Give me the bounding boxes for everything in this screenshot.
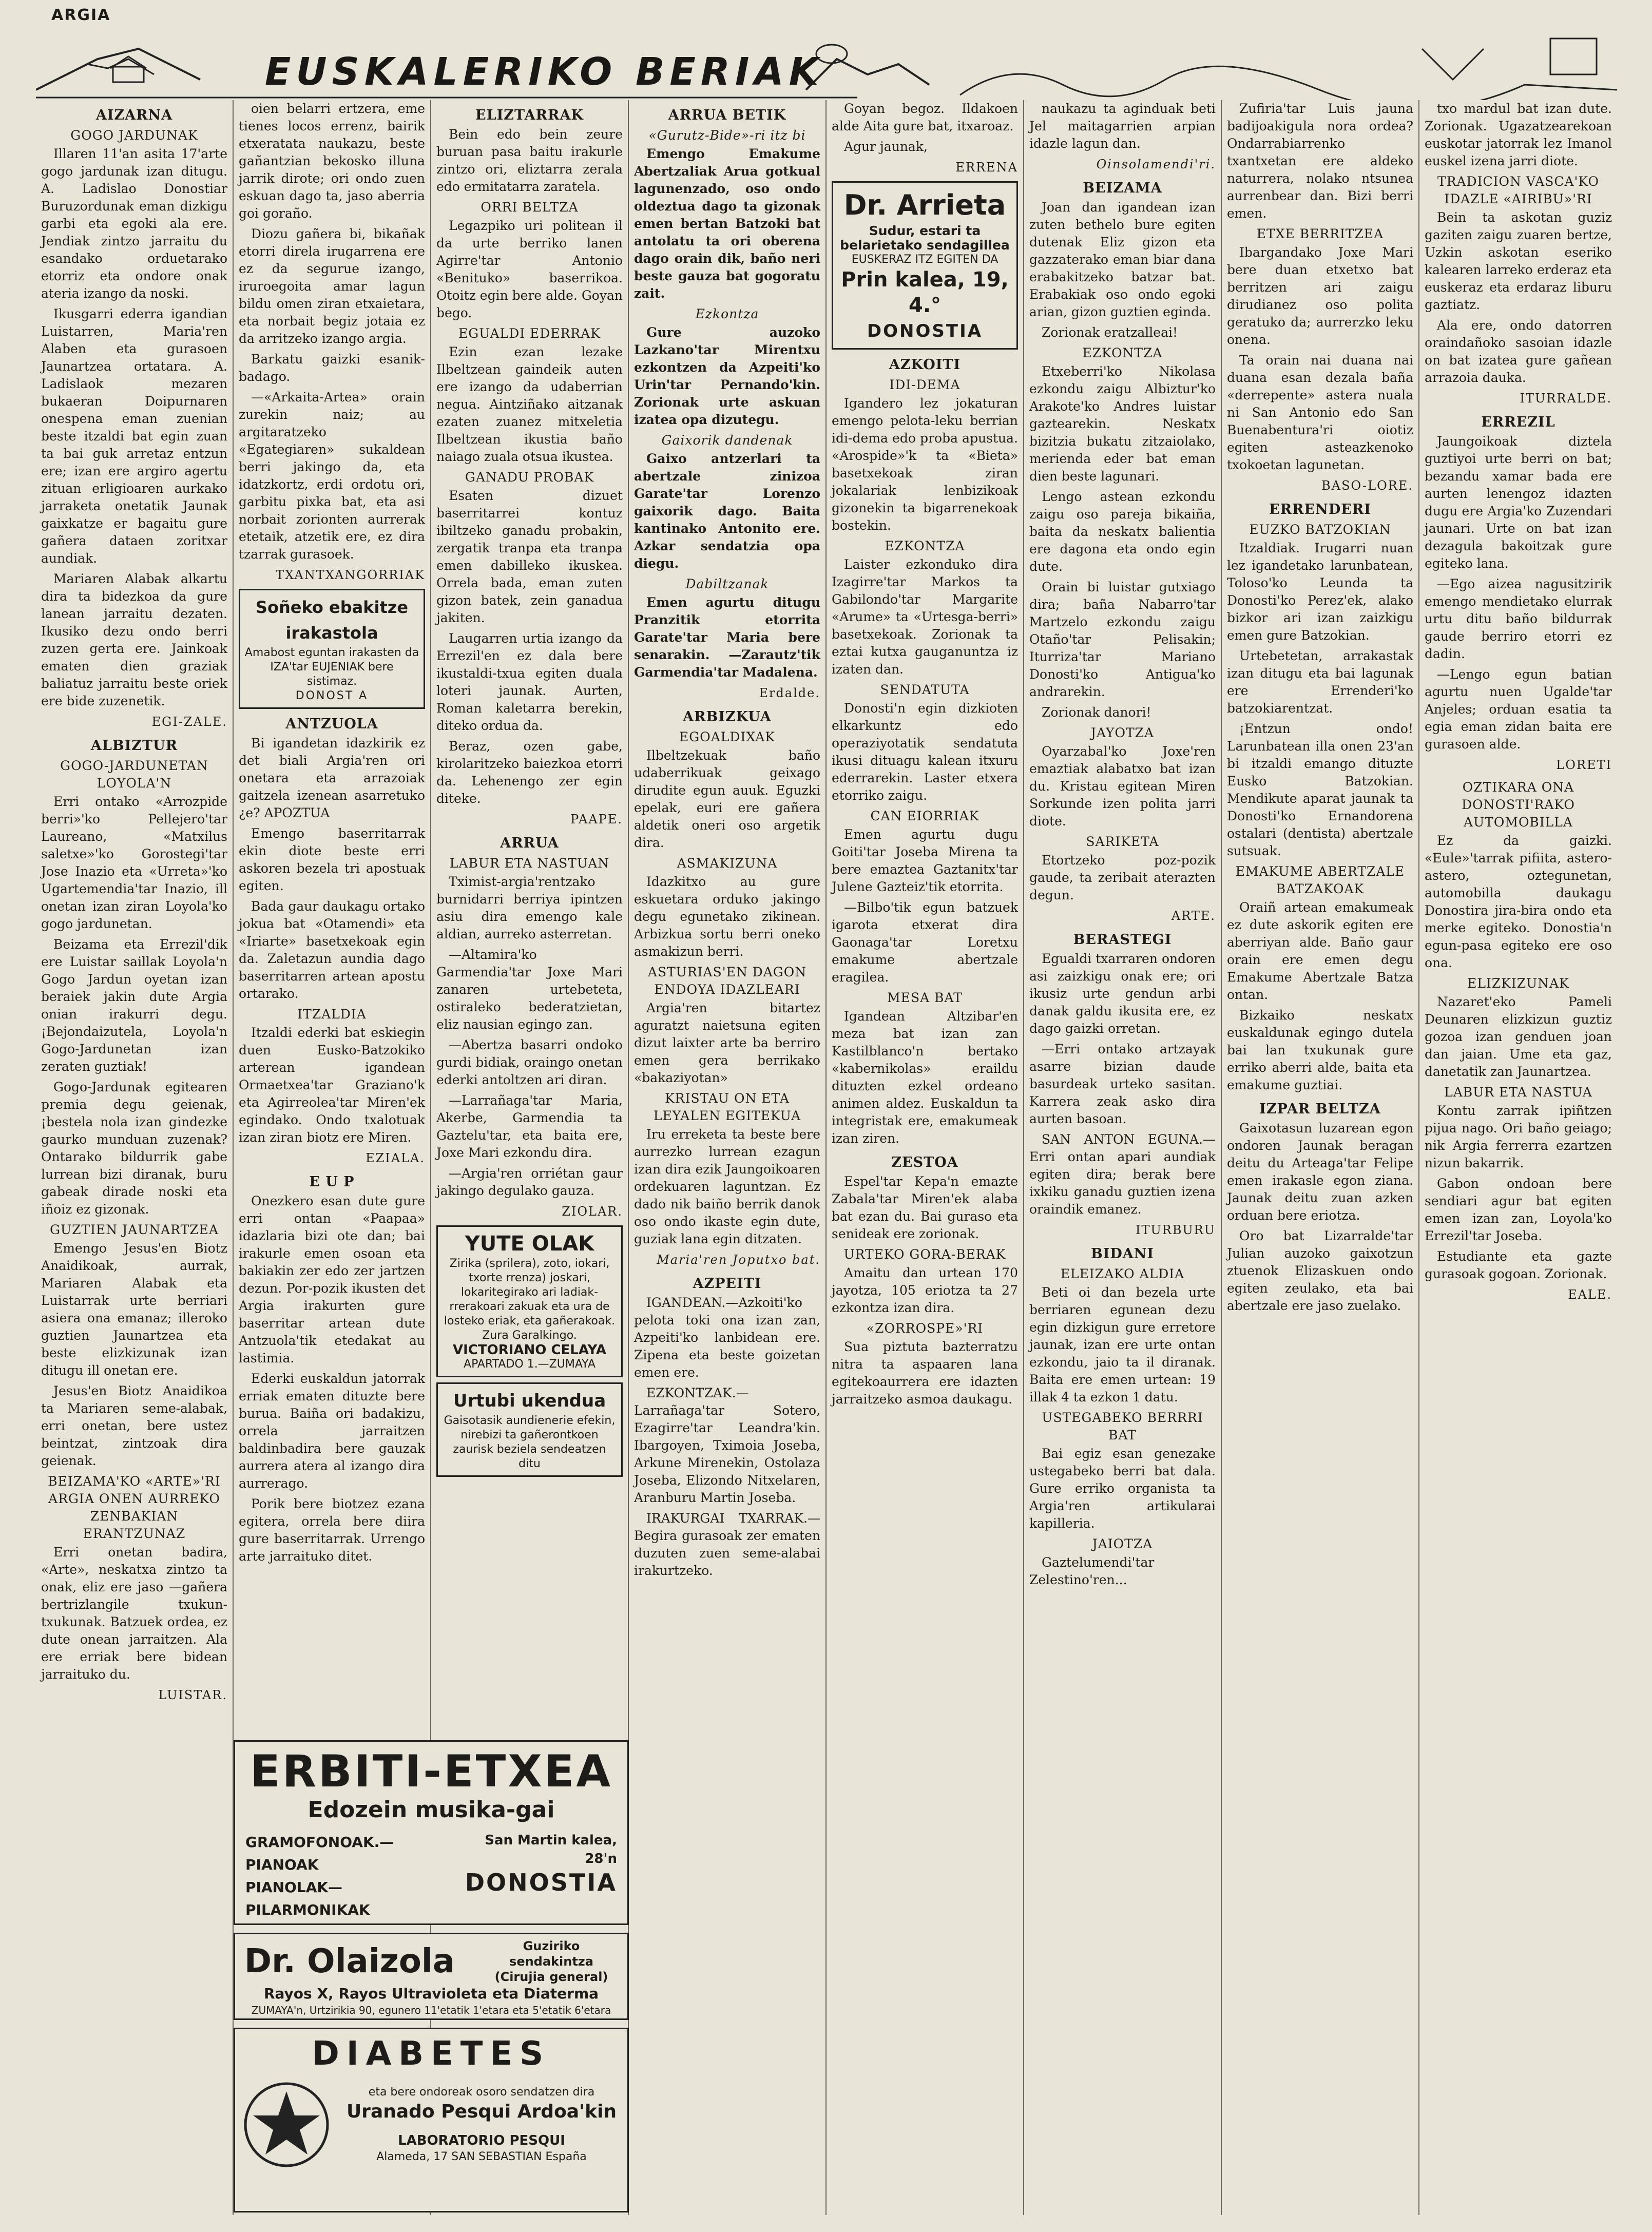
article-heading: GOGO JARDUNAK	[70, 128, 198, 143]
signature: ZIOLAR.	[562, 1204, 623, 1219]
ad-products	[245, 1831, 456, 1921]
ad-body: Zirika (sprilera), zoto, iokari, txorte rrenza) joskari, lokaritegirako ari ladiak-rrerakoari zakuak eta ura de losteko eriak, eta gañerakoak. Zura Garalkingo.	[444, 1257, 616, 1342]
paragraph: Ilbeltzekuak baño udaberrikuak geixago dirudite egun auuk. Eguzki epelak, euri ere gañera aldetik oneri oso argetik dira.	[634, 748, 820, 850]
signature: Erdalde.	[759, 686, 820, 700]
signature: LUISTAR.	[158, 1688, 227, 1702]
paragraph: naukazu ta aginduak beti Jel maitagarrien arpian idazle lagun dan.	[1029, 101, 1216, 151]
paragraph: txo mardul bat izan dute. Zorionak. Ugazatzearekoan euskotar jatorrak lez Imanol euskel izena jarri diote.	[1425, 101, 1612, 168]
article-heading: ASMAKIZUNA	[677, 856, 778, 871]
ad-language: EUSKERAZ ITZ EGITEN DA	[851, 253, 998, 266]
article-heading: GUZTIEN JAUNARTZEA	[50, 1222, 219, 1237]
column-5	[827, 100, 1024, 2215]
paragraph: Erri ontako «Arrozpide berri»'ko Pellejero'tar Laureano, «Matxilus saletxe»'ko Gorostegi'tar Jose Inazio eta «Urreta»'ko Ugartemendia'tar Inazio, ill onetan izan ziran Loyola'ko gogo jardunetan.	[41, 794, 227, 931]
ad-city: DONOSTIA	[465, 1869, 617, 1896]
article-heading: ASTURIAS'EN DAGON ENDOYA IDAZLEARI	[647, 965, 807, 997]
paragraph: Egualdi txarraren ondoren asi zaizkigu onak ere; ori ikusiz urte gendun arbi danak galdu ikusita ere, ez dago gaizki orretan.	[1029, 951, 1216, 1036]
paragraph: Goyan begoz. Ildakoen alde Aita gure bat, itxaroaz.	[832, 101, 1018, 133]
ad-title: Soñeko ebakitze irakastola	[255, 598, 409, 643]
article-heading: JAYOTZA	[1090, 725, 1155, 740]
town-heading: ERRENDERI	[1269, 502, 1371, 517]
paragraph: Itzaldiak. Irugarri nuan lez igandetako larunbatean, Toloso'ko Leunda ta Donosti'ko Perez'ek, alako bizkor ari izan zaizkigu emen gure Batzokian.	[1227, 541, 1413, 643]
town-heading: ALBIZTUR	[90, 738, 178, 754]
dr-arrieta-ad	[832, 181, 1018, 350]
article-heading: SENDATUTA	[880, 682, 970, 697]
article-heading: ELEIZAKO ALDIA	[1060, 1266, 1185, 1281]
signature: ERRENA	[955, 160, 1018, 175]
paragraph: SAN ANTON EGUNA.—Erri ontan apari aundiak egiten dira; berak bere ixkiku ganadu guztien izena oraindik emanez.	[1029, 1132, 1216, 1217]
article-heading: ITZALDIA	[297, 1007, 367, 1022]
paragraph: Sua piztuta bazterratzu nitra ta aspaaren lana egitekoaurrera ere idazten jarraitzeko asmoa daukagu.	[832, 1339, 1018, 1407]
article-heading: ETXE BERRITZEA	[1256, 226, 1384, 241]
column-8	[1419, 100, 1617, 2215]
article-heading: USTEGABEKO BERRRI BAT	[1042, 1410, 1203, 1442]
paragraph: Jaungoikoak diztela guztiyoi urte berri on bat; bezandu xamar bada ere aurten lenengoz idazten dugu ere Argia'ko Zuzendari jaunari. Urte on bat izan dezagula bakoitzak gure egiteko lana.	[1425, 434, 1612, 571]
paragraph: Erri onetan badira, «Arte», neskatxa zintzo ta onak, eliz ere jaso —gañera bertrizlangile txukun-txukunak. Batzuek ordea, ez dute onean jarraitzen. Ala ere erriak bere bidean jarraituko du.	[41, 1545, 227, 1682]
paragraph: Iru erreketa ta beste bere aurrezko lurrean ezagun izan dira ezik Jaungoikoaren ordekuaren laguntzan. Ez dado nik baiño berrik danok oso ondo ikaste egin dute, guziak lana egin ditzaten.	[634, 1127, 820, 1246]
paragraph: Estudiante eta gazte gurasoak gogoan. Zorionak.	[1425, 1249, 1612, 1281]
signature: Oinsolamendi'ri.	[1096, 157, 1216, 171]
paragraph: —«Arkaita-Artea» orain zurekin naiz; au argitaratzeko «Egategiaren» sukaldean berri jakingo da, eta idatzkortz, erdi ordotu ori, garbitu pixka bat, eta asi norbait zorionten aurrerak etetaik, atzetik ere, ez dira tzarrak gurasoek.	[239, 390, 425, 562]
paragraph: Gaztelumendi'tar Zelestino'ren...	[1029, 1555, 1155, 1587]
paragraph: Porik bere biotzez ezana egitera, orrela bere diira gure baserritarrak. Urrengo arte jarraituko ditet.	[239, 1496, 425, 1564]
article-heading: EMAKUME ABERTZALE BATZAKOAK	[1235, 864, 1405, 896]
paragraph: —Altamira'ko Garmendia'tar Joxe Mari zanaren urtebeteta, ostiraleko bederatzietan, eliz nausian egingo zan.	[436, 947, 623, 1032]
paragraph: Etxeberri'ko Nikolasa ezkondu zaigu Albiztur'ko Arakote'ko Andres luistar gaztearekin. Neskatx bizitzia bukatu zitzaiolako, merienda eder bat eman dien beste lagunari.	[1029, 364, 1216, 484]
paragraph: Gaixo antzerlari ta abertzale zinizoa Garate'tar Lorenzo gaixorik dago. Baita kantinako Antonito ere. Azkar sendatzia opa diegu.	[634, 451, 820, 571]
sewing-school-ad	[239, 589, 425, 709]
town-heading: BIDANI	[1090, 1246, 1155, 1262]
paragraph: Ederki euskaldun jatorrak erriak ematen dituzte bere burua. Baiña ori badakizu, orrela jarraitzen baldinbadira bere gauzak aurrera atera al izango dira aurrerago.	[239, 1371, 425, 1491]
town-heading: BERASTEGI	[1073, 932, 1172, 948]
paragraph: Ala ere, ondo datorren oraindañoko sasoian idazle on bat izatea gure gañean arrazoia dauka.	[1425, 318, 1612, 385]
article-heading: ELIZKIZUNAK	[1467, 976, 1569, 991]
ad-body: Amabost eguntan irakasten da IZA'tar EUJENIAK bere sistimaz.	[244, 646, 419, 688]
paragraph: Orain bi luistar gutxiago dira; baña Nabarro'tar Martzelo ezkondu zaigu Otaño'tar Pelisakin; Iturriza'tar Mariano Donosti'ko Antigua'ko andrarekin.	[1029, 580, 1216, 699]
paragraph: Donosti'n egin dizkioten elkarkuntz edo operaziyotatik sendatuta ikusi dituagu kalean itxuru ederrarekin. Laster etxera etorriko zaigu.	[832, 701, 1018, 803]
signature: EZIALA.	[366, 1151, 425, 1165]
ad-body: Gaisotasik aundienerie efekin, nirebizi ta gañerontkoen zaurisk beziela sendeatzen ditu	[444, 1414, 616, 1470]
ad-title: ERBITI-ETXEA	[250, 1746, 612, 1797]
article-heading: SARIKETA	[1086, 834, 1159, 849]
paragraph: Ez da gaizki. «Eule»'tarrak pifiita, astero-astero, oztegunetan, automobilla daukagu Donostira jira-bira ondo eta merke egiteko. Donostia'n egun-pasa egiteko ere oso ona.	[1425, 833, 1612, 970]
paragraph: Espel'tar Kepa'n emazte Zabala'tar Miren'ek alaba bat ezan du. Bai guraso eta senideak ere zorionak.	[832, 1174, 1018, 1241]
town-heading: ERREZIL	[1481, 414, 1555, 430]
paragraph: Amaitu dan urtean 170 jayotza, 105 eriotza ta 27 ezkontza izan dira.	[832, 1265, 1018, 1315]
town-heading: AZKOITI	[889, 357, 961, 373]
paragraph: —Larrañaga'tar Maria, Akerbe, Garmendia ta Gaztelu'tar, eta baita ere, Joxe Mari ezkondu dira.	[436, 1093, 623, 1160]
paragraph: IGANDEAN.—Azkoiti'ko pelota toki ona izan zan, Azpeiti'ko lanbidean ere. Zipena eta beste goizetan emen ere.	[634, 1295, 820, 1380]
ad-row	[239, 1938, 623, 1985]
paragraph: Lengo astean ezkondu zaigu oso pareja bikaiña, baita da neskatx balientia ere dagona eta ondo egin dute.	[1029, 489, 1216, 574]
ad-line: LABORATORIO PESQUI	[398, 2133, 565, 2148]
town-heading: ZESTOA	[891, 1155, 958, 1170]
paragraph: Onezkero esan dute gure erri ontan «Paapaa» idazlaria bizi ote dan; bai irakurle emen osoan eta bakiakin zer edo zer jartzen dezun. Por-pozik ikusten det Argia irakurten gure baserritar artean dute Antzuola'tik etedakat au lastimia.	[239, 1194, 425, 1365]
signature: LORETI	[1556, 758, 1612, 772]
paragraph: Emengo Emakume Abertzaliak Arua gotkual lagunenzado, oso ondo oldeztua dago ta gizonak emen bertan Batzoki bat antolatu ta ori oberena dago orain dik, baño neri beste gauza bat gogoratu zait.	[634, 146, 820, 301]
article-heading: EUZKO BATZOKIAN	[1249, 522, 1391, 537]
paragraph: Esaten dizuet baserritarrei kontuz ibiltzeko ganadu probakin, zergatik tranpa eta tranpa emen dabilleko ikuskea. Orrela bada, eman zuten gizon batek, zein ganadua jakiten.	[436, 488, 623, 625]
article-heading: Gaixorik dandenak	[661, 433, 793, 448]
paragraph: Zorionak eratzalleai!	[1042, 325, 1178, 340]
ad-location	[456, 1831, 617, 1921]
town-heading: BEIZAMA	[1083, 180, 1162, 196]
ad-text	[333, 2085, 622, 2165]
masthead	[36, 28, 1617, 100]
article-heading: IDI-DEMA	[889, 377, 961, 392]
paragraph: Nazaret'eko Pameli Deunaren elizkizun guztiz gozoa izan genduen joan dan jaian. Ume eta gaz, danetatik zan Jaunartzea.	[1425, 994, 1612, 1079]
signature: PAAPE.	[570, 812, 623, 826]
paragraph: Ezin ezan lezake Ilbeltzean gaindeik auten ere izango da udaberrian negua. Aintziñako aitzanak ezaten zuanez mitxeletia Ilbeltzean ikustia baño naiago zuala otsua ikustea.	[436, 344, 623, 464]
ad-line: Uranado Pesqui Ardoa'kin	[346, 2101, 617, 2122]
ad-subtitle: Sudur, estari ta belarietako sendagillea	[840, 223, 1010, 253]
ad-line: eta bere ondoreak osoro sendatzen dira	[368, 2086, 595, 2099]
article-heading: KRISTAU ON ETA LEYALEN EGITEKUA	[653, 1091, 801, 1123]
signature: EALE.	[1568, 1287, 1612, 1302]
erbiti-etxea-ad	[234, 1740, 629, 1925]
paragraph: Emen agurtu dugu Goiti'tar Joseba Mirena ta bere emaztea Gaztanitx'tar Julene Gazteiz'tik etorrita.	[832, 827, 1018, 894]
article-heading: MESA BAT	[887, 990, 963, 1005]
paragraph: Bein ta askotan guziz gaziten zaigu zuaren bertze, Uzkin askotan eseriko kalearen larreko erderaz eta euskeraz eta erdaraz liburu gaztiatz.	[1425, 210, 1612, 312]
paragraph: Itzaldi ederki bat eskiegin duen Eusko-Batzokiko arterean igandean Ormaetxea'tar Graziano'k eta Agirreolea'tar Miren'ek egindako. Ondo txalotuak izan ziran biotz ere Miren.	[239, 1025, 425, 1145]
yute-olak-ad	[436, 1225, 623, 1377]
paragraph: —Ego aizea nagusitzirik emengo mendietako elurrak urtu ditu baño bildurrak gaude berriro etorri ez dadin.	[1425, 576, 1612, 661]
paragraph: Illaren 11'an asita 17'arte gogo jardunak izan ditugu. A. Ladislao Donostiar Buruzordunak eman dizkigu garbi eta egoki ala ere. Jendiak zintzo jarraitu du esandako orduetarako etorriz eta ondore onak ateria izango da noski.	[41, 146, 227, 301]
article-heading: JAIOTZA	[1092, 1536, 1153, 1551]
town-heading: IZPAR BELTZA	[1259, 1101, 1381, 1117]
paragraph: Beizama eta Errezil'dik ere Luistar saillak Loyola'n Gogo Jardun oyetan izan beraiek jakin dute Argia onian irakurri degu. ¡Bejondaizutela, Loyola'n Gogo-Jardunetan izan zeraten guztiak!	[41, 937, 227, 1074]
ad-address: ZUMAYA'n, Urtzirikia 90, egunero 11'etatik 1'etara eta 5'etatik 6'etara	[251, 2004, 611, 2016]
ad-title: Urtubi ukendua	[453, 1391, 606, 1411]
article-heading: LABUR ETA NASTUAN	[449, 856, 610, 871]
ad-company: VICTORIANO CELAYA	[453, 1342, 606, 1358]
paragraph: —Abertza basarri ondoko gurdi bidiak, oraingo onetan ederki antoltzen ari diran.	[436, 1037, 623, 1087]
signature: TXANTXANGORRIAK	[276, 568, 425, 582]
paragraph: Idazkitxo au gure eskuetara orduko jakingo degu egunetako zikinean. Arbizkua sortu berri oneko asmakizun berri.	[634, 874, 820, 959]
column-7	[1222, 100, 1419, 2215]
urtubi-ad	[436, 1382, 623, 1477]
ad-address: APARTADO 1.—ZUMAYA	[464, 1358, 596, 1371]
signature: ITURBURU	[1136, 1223, 1216, 1237]
paragraph: Diozu gañera bi, bikañak etorri direla irugarrena ere ez da segurue izango, iruroegoita amar lagun bildu omen ziran etxaietara, eta norbait begiz jotaia ez da arritzeko izango argia.	[239, 226, 425, 346]
article-heading: GANADU PROBAK	[465, 470, 594, 485]
article-heading: URTEKO GORA-BERAK	[843, 1247, 1006, 1262]
article-heading: ORRI BELTZA	[481, 200, 579, 215]
town-heading: ARBIZKUA	[683, 709, 772, 725]
paragraph: Joan dan igandean izan zuten bethelo bure egiten dutenak Eliz gizon eta gazzaterako eman biar dana erabakitzeko batzar bat. Erabakiak oso ondo egoki arian, gizon guztien eginda.	[1029, 200, 1216, 319]
star-logo-icon	[240, 2079, 333, 2171]
ad-subtitle: Guziriko sendakintza (Cirujia general)	[494, 1939, 608, 1984]
signature: ARTE.	[1171, 909, 1216, 923]
article-heading: TRADICION VASCA'KO IDAZLE «AIRIBU»'RI	[1437, 174, 1599, 206]
town-heading: ELIZTARRAK	[475, 107, 584, 123]
paragraph: Bi igandetan idazkirik ez det biali Argia'ren ori onetara eta arrazoiak gaitzela izenean asarretuko ¿e? APOZTUA	[239, 736, 425, 820]
section-title: EUSKALERIKO BERIAK	[264, 50, 824, 94]
ad-row	[240, 2079, 622, 2171]
paragraph: Igandean Altzibar'en meza bat izan zan Kastilblanco'n bertako «kabernikolas» eraildu dituzten ezkel ordeano animen aldez. Euskaldun ta integristak ere, emakumeak izan ziren.	[832, 1009, 1018, 1146]
paragraph: Bein edo bein zeure buruan pasa baitu irakurle zintzo ori, eliztarra zerala edo ermitatarra zaratela.	[436, 127, 623, 194]
ad-address: Alameda, 17 SAN SEBASTIAN España	[376, 2150, 587, 2163]
town-heading: ANTZUOLA	[285, 716, 378, 732]
signature: ITURRALDE.	[1520, 391, 1612, 406]
paragraph: Zorionak danori!	[1042, 705, 1151, 720]
ad-address: San Martin kalea, 28'n	[485, 1833, 617, 1867]
paragraph: Gogo-Jardunak egitearen premia degu geienak, ¡bestela nola izan gindezke gaurko munduan zuzenak? Ontarako bildurrik gabe lurrean bizi diranak, buru gabeak dirade noski eta iñoiz ez gizonak.	[41, 1080, 227, 1217]
paragraph: ¡Entzun ondo! Larunbatean illa onen 23'an bi itzaldi emango dituzte Eusko Batzokian. Mendikute aparat jaunak ta Donosti'ko Ernandorena ostalari (dentista) abertzale sutsuak.	[1227, 721, 1413, 858]
column-6	[1024, 100, 1222, 2215]
paragraph: —Erri ontako artzayak asarre bizian daude basurdeak urteko sasitan. Karrera zeak asko dira aurten basoan.	[1029, 1042, 1216, 1126]
paragraph: —Lengo egun batian agurtu nuen Ugalde'tar Anjeles; orduan esatia ta egia eman zidan baita ere gurasoen alde.	[1425, 667, 1612, 752]
column-4	[629, 100, 827, 2215]
paragraph: Barkatu gaizki esanik-badago.	[239, 352, 425, 384]
paragraph: Etortzeko poz-pozik gaude, ta zeribait aterazten degun.	[1029, 853, 1216, 902]
paragraph: Gure auzoko Lazkano'tar Mirentxu ezkontzen da Azpeiti'ko Urin'tar Pernando'kin. Zorionak urte askuan izatea opa dizutegu.	[634, 325, 820, 427]
paragraph: Bai egiz esan genezake ustegabeko berri bat dala. Gure erriko organista ta Argia'ren artikularai kapilleria.	[1029, 1446, 1216, 1531]
paragraph: —Bilbo'tik egun batzuek igarota etxerat dira Gaonaga'tar Loretxu emakume abertzale eragilea.	[832, 900, 1018, 985]
paragraph: Argia'ren bitartez aguratzt naietsuna egiten dizut laixter arte ba berriro emen gera berrikako «bakaziyotan»	[634, 1000, 820, 1085]
town-heading: E U P	[309, 1174, 355, 1190]
article-heading: BEIZAMA'KO «ARTE»'RI ARGIA ONEN AURREKO ZENBAKIAN ERANTZUNAZ	[48, 1474, 221, 1541]
paragraph: oien belarri ertzera, eme tienes locos errenz, bairik etxeratata naukazu, beste gañantzian bekosko illuna jarrik dirote; ori ondo zuen eskuan dago ta, jaso aberria goi goraño.	[239, 101, 425, 221]
article-heading: «ZORROSPE»'RI	[866, 1321, 984, 1336]
paragraph: Emen agurtu ditugu Pranzitik etorrita Garate'tar Maria bere senarakin. —Zarautz'tik Garmendia'tar Madalena.	[634, 595, 820, 680]
paragraph: Gaixotasun luzarean egon ondoren Jaunak beragan deitu du Arteaga'tar Felipe emen irakasle egon ziana. Jaunak deitu zuan azken orduan bere eriotza.	[1227, 1121, 1413, 1223]
paragraph: Emengo Jesus'en Biotz Anaidikoak, aurrak, Mariaren Alabak eta Luistarrak urte berriari asiera ona emanaz; illeroko guztien Jaunartzea eta beste elizkizunak izan ditugu ill onetan ere.	[41, 1241, 227, 1378]
article-heading: EGUALDI EDERRAK	[458, 326, 601, 341]
paragraph: —Argia'ren orriétan gaur jakingo degulako gauza.	[436, 1166, 623, 1198]
ad-address: Prin kalea, 19, 4.°	[841, 268, 1009, 317]
paragraph: Zufiria'tar Luis jauna badijoakigula nora ordea? Ondarrabiarrenko txantxetan ere aldeko naturrera, nolako ntsunea aurrenbear dan. Bizi berri emen.	[1227, 101, 1413, 221]
article-subheading: «Gurutz-Bide»-ri itz bi	[648, 128, 806, 143]
column-1	[36, 100, 234, 2215]
ad-title: Dr. Olaizola	[244, 1942, 455, 1980]
article-heading: LABUR ETA NASTUA	[1444, 1085, 1592, 1100]
paragraph: Agur jaunak,	[844, 139, 928, 154]
paragraph: Tximist-argia'rentzako burnidarri berriya ipintzen asiu dira emengo kale aldian, aurreko asterretan.	[436, 874, 623, 941]
paragraph: Mariaren Alabak alkartu dira ta bidezkoa da gure lanean jarraitu dezaten. Ikusiko dezu ondo berri zuzen gerta ere. Jainkoak ematen dien graziak baliatuz jarraitu beste oriek ere bide zuzenetik.	[41, 571, 227, 708]
article-heading: Dabiltzanak	[685, 576, 769, 591]
ad-title: YUTE OLAK	[465, 1232, 594, 1256]
paragraph: Oraiñ artean emakumeak ez dute askorik egiten ere aberriyan alde. Baño gaur orain ere emen degu Emakume Abertzale Batza ontan.	[1227, 900, 1413, 1002]
paragraph: IRAKURGAI TXARRAK.—Begira gurasoak zer ematen duzuten zuen seme-alabai irakurtzeko.	[634, 1511, 820, 1578]
article-heading: EGOALDIXAK	[679, 729, 775, 744]
paragraph: Oyarzabal'ko Joxe'ren emaztiak alabatxo bat izan du. Kristau egitean Miren Sorkunde izen polita jarri diote.	[1029, 744, 1216, 829]
article-heading: Ezkontza	[695, 306, 759, 321]
ad-city: DONOSTIA	[867, 321, 983, 341]
article-heading: GOGO-JARDUNETAN LOYOLA'N	[60, 758, 208, 791]
ad-line: PIANOLAK—PILARMONIKAK	[245, 1879, 370, 1918]
signature: Maria'ren Joputxo bat.	[657, 1253, 820, 1267]
ad-title: DIABETES	[312, 2035, 551, 2073]
paragraph: Kontu zarrak ipiñtzen pijua nago. Ori baño geiago; nik Argia ferrerra ezartzen nizun bakarrik.	[1425, 1103, 1612, 1170]
diabetes-ad	[234, 2028, 629, 2212]
dr-olaizola-ad	[234, 1933, 629, 2020]
article-heading: OZTIKARA ONA DONOSTI'RAKO AUTOMOBILLA	[1462, 780, 1575, 830]
article-heading: EZKONTZA	[1082, 345, 1163, 360]
paragraph: EZKONTZAK.—Larrañaga'tar Sotero, Ezagirre'tar Leandra'kin. Ibargoyen, Tximoia Joseba, Arkune Mirenekin, Ostolaza Joseba, Elizondo Nitxelaren, Aranburu Martin Joseba.	[634, 1386, 820, 1505]
ad-row	[240, 1831, 622, 1921]
paragraph: Igandero lez jokaturan emengo pelota-leku berrian idi-dema edo proba apustua. «Arospide»'k ta «Bieta» basetxekoak ziran jokalariak lenbizikoak gizonekin ta bigarrenekoak bostekin.	[832, 396, 1018, 533]
paragraph: Bizkaiko neskatx euskaldunak egingo dutela bai lan txukunak gure erriko aberri alde, baita eta emakume guztiai.	[1227, 1008, 1413, 1092]
signature: BASO-LORE.	[1321, 478, 1413, 493]
paper-name: ARGIA	[51, 6, 111, 24]
article-heading: CAN EIORRIAK	[870, 809, 979, 823]
ad-subtitle: Edozein musika-gai	[308, 1797, 555, 1823]
paragraph: Beraz, ozen gabe, kirolaritzeko baiezkoa etorri da. Lehenengo zer egin diteke.	[436, 739, 623, 806]
paragraph: Jesus'en Biotz Anaidikoa ta Mariaren seme-alabak, erri onetan, bere ustez beintzat, zintzoak dira geienak.	[41, 1383, 227, 1468]
article-heading: ARRUA BETIK	[668, 107, 786, 123]
paragraph: Ta orain nai duana nai duana esan dezala baña «derrepente» astera nuala ni San Antonio edo San Buenabentura'ri oiotiz egiten asteazkenoko txokoetan lagunetan.	[1227, 353, 1413, 472]
paragraph: Laister ezkonduko dira Izagirre'tar Markos ta Gabilondo'tar Margarite «Arume» ta «Urtesga-berri» basetxekoak. Zorionak ta eztai kutxa gauganuntza iz izaten dan.	[832, 557, 1018, 677]
paragraph: Legazpiko uri politean il da urte berriko lanen Agirre'tar Antonio «Benituko» baserrikoa. Otoitz egin bere alde. Goyan bego.	[436, 218, 623, 320]
town-heading: AZPEITI	[693, 1276, 762, 1292]
paragraph: Urtebetetan, arrakastak izan ditugu eta bai lagunak ere Errenderi'ko batzokiarentzat.	[1227, 648, 1413, 716]
paragraph: Bada gaur daukagu ortako jokua bat «Otamendi» eta «Iriarte» basetxekoak egin da. Zaletazun aundia dago baserritarren artean apostu ortarako.	[239, 899, 425, 1001]
town-heading: AIZARNA	[95, 107, 173, 123]
article-heading: EZKONTZA	[885, 538, 965, 553]
paragraph: Ikusgarri ederra igandian Luistarren, Maria'ren Alaben eta gurasoen Jaunartzea ortatara. A. Ladislaok mezaren bukaeran Doipurnaren onespena eman zuenian beste itzaldi bat egin zuan ta bai guk arretaz entzun ere; izan ere argiro agertu zituan erligioaren aurkako jarraketa onetatik Jaunak gaixkatze er bagaitu gure gañera dataen zoritxar aundiak.	[41, 306, 227, 566]
town-heading: ARRUA	[500, 835, 559, 851]
paragraph: Beti oi dan bezela urte berriaren egunean dezu egin dizkigun gure erretore jaunak, izan ere urte ontan ezkondu, jaio ta il diranak. Baita ere emen urtean: 19 illak 4 ta ezkon 1 datu.	[1029, 1285, 1216, 1404]
ad-title: Dr. Arrieta	[843, 189, 1006, 221]
ad-line: GRAMOFONOAK.—PIANOAK	[245, 1834, 394, 1873]
paragraph: Emengo baserritarrak ekin diote beste erri askoren bezela tri apostuak egiten.	[239, 826, 425, 893]
paragraph: Gabon ondoan bere sendiari agur bat egiten emen izan zan, Loyola'ko Errezil'tar Joseba.	[1425, 1176, 1612, 1243]
ad-line: Rayos X, Rayos Ultravioleta eta Diaterma	[263, 1985, 599, 2002]
paragraph: Oro bat Lizarralde'tar Julian auzoko gaixotzun ztuenok Elizaskuen ondo egiten zeulako, eta bai abertzale ere jaso zuelako.	[1227, 1228, 1413, 1313]
signature: EGI-ZALE.	[151, 715, 227, 729]
paragraph: Ibargandako Joxe Mari bere duan etxetxo bat berritzen ari zaigu dirudianez oso polita geratuko da; aurrerzko leku onena.	[1227, 245, 1413, 347]
paragraph: Laugarren urtia izango da Errezil'en ez dala bere ikustaldi-txua egiten duala loteri jaunak. Aurten, Roman kaletarra berekin, diteko ordua da.	[436, 631, 623, 733]
ad-address: DONOST A	[295, 689, 369, 702]
